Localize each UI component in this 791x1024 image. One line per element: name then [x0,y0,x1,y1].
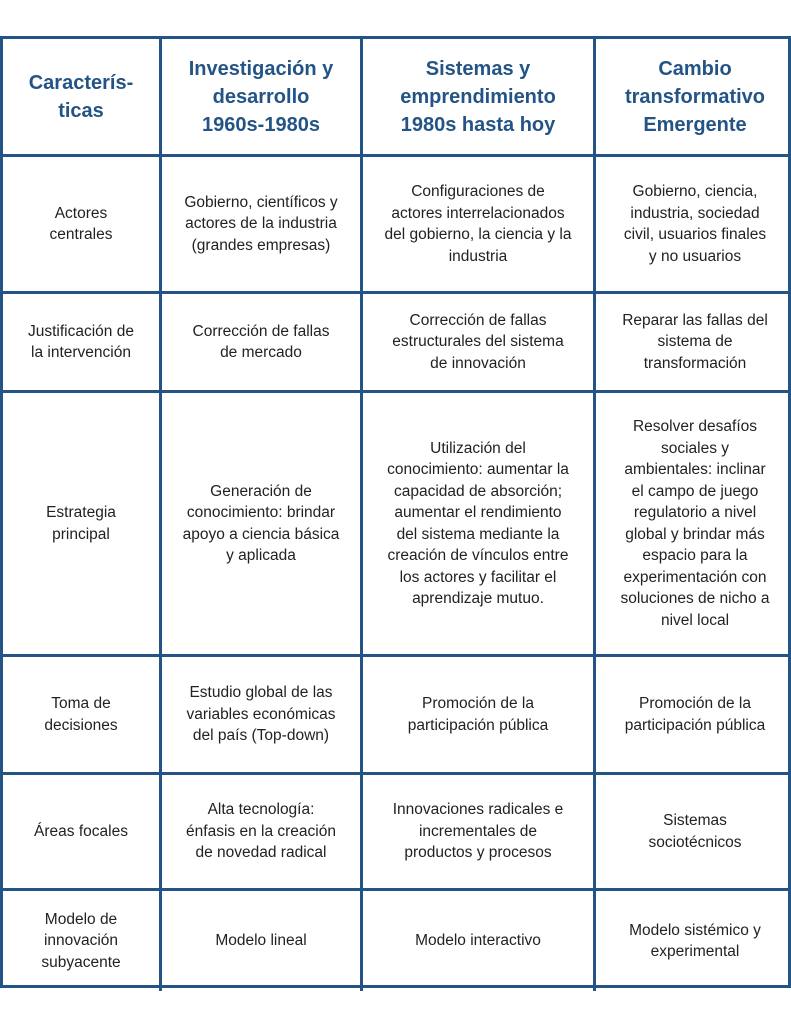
table-cell [596,657,791,775]
table-cell [596,393,791,657]
cell-text: Utilización del conocimiento: aumentar la capacidad de absorción; aumentar el rendimiento del sistema mediante la creación de vínculos entre los actores y facilitar el aprendizaje mutuo. [387,439,569,607]
cell-text: Reparar las fallas del sistema de transformación [622,311,768,372]
table-cell [363,294,596,393]
table-cell [363,775,596,891]
row-label-cell [3,891,162,991]
table-cell [162,891,363,991]
table-cell [596,294,791,393]
table-cell [363,891,596,991]
cell-text: Estrategia principal [46,504,116,543]
cell-text: Resolver desafíos sociales y ambientales: inclinar el campo de juego regulatorio a nivel global y brindar más espacio para la experimentación con soluciones de nicho a nivel local [620,418,770,629]
comparison-table [0,36,791,988]
table-cell [162,775,363,891]
cell-text: Corrección de fallas estructurales del sistema de innovación [392,311,564,372]
cell-text: Gobierno, científicos y actores de la industria (grandes empresas) [184,193,338,254]
header-research-development [162,39,363,157]
table-cell [596,891,791,991]
row-label-cell [3,294,162,393]
cell-text: Modelo interactivo [415,932,541,950]
row-label-cell [3,393,162,657]
cell-text: Justificación de la intervención [28,322,134,361]
cell-text: Actores centrales [49,204,113,243]
table-cell [162,393,363,657]
table-cell [363,657,596,775]
table-cell [162,157,363,294]
table-cell [363,393,596,657]
row-label-cell [3,775,162,891]
cell-text: Toma de decisiones [44,695,118,734]
table-cell [162,294,363,393]
table-cell [596,157,791,294]
table-cell [162,657,363,775]
cell-text: Estudio global de las variables económicas del país (Top-down) [186,684,336,745]
cell-text: Innovaciones radicales e incrementales de productos y procesos [392,801,564,862]
cell-text: Modelo de innovación subyacente [41,910,121,971]
cell-text: Gobierno, ciencia, industria, sociedad civil, usuarios finales y no usuarios [623,183,767,265]
cell-text: Alta tecnología: énfasis en la creación de novedad radical [186,801,336,862]
cell-text: Áreas focales [34,822,128,840]
header-transformative-change [596,39,791,157]
cell-text: Modelo sistémico y experimental [629,921,761,960]
cell-text: Corrección de fallas de mercado [192,322,330,361]
cell-text: Promoción de la participación pública [624,695,766,734]
cell-text: Modelo lineal [215,932,307,950]
header-label: Cambio transformativo Emergente [624,57,766,136]
header-label: Caracterís- ticas [28,71,134,122]
row-label-cell [3,157,162,294]
header-label: Investigación y desarrollo 1960s-1980s [188,57,334,136]
header-characteristics [3,39,162,157]
row-label-cell [3,657,162,775]
table-cell [363,157,596,294]
cell-text: Configuraciones de actores interrelacionados del gobierno, la ciencia y la industria [384,183,572,265]
cell-text: Generación de conocimiento: brindar apoyo a ciencia básica y aplicada [182,482,340,564]
table-cell [596,775,791,891]
cell-text: Sistemas sociotécnicos [648,812,742,851]
cell-text: Promoción de la participación pública [407,695,549,734]
header-systems-entrepreneurship [363,39,596,157]
header-label: Sistemas y emprendimiento 1980s hasta hoy [400,57,556,136]
